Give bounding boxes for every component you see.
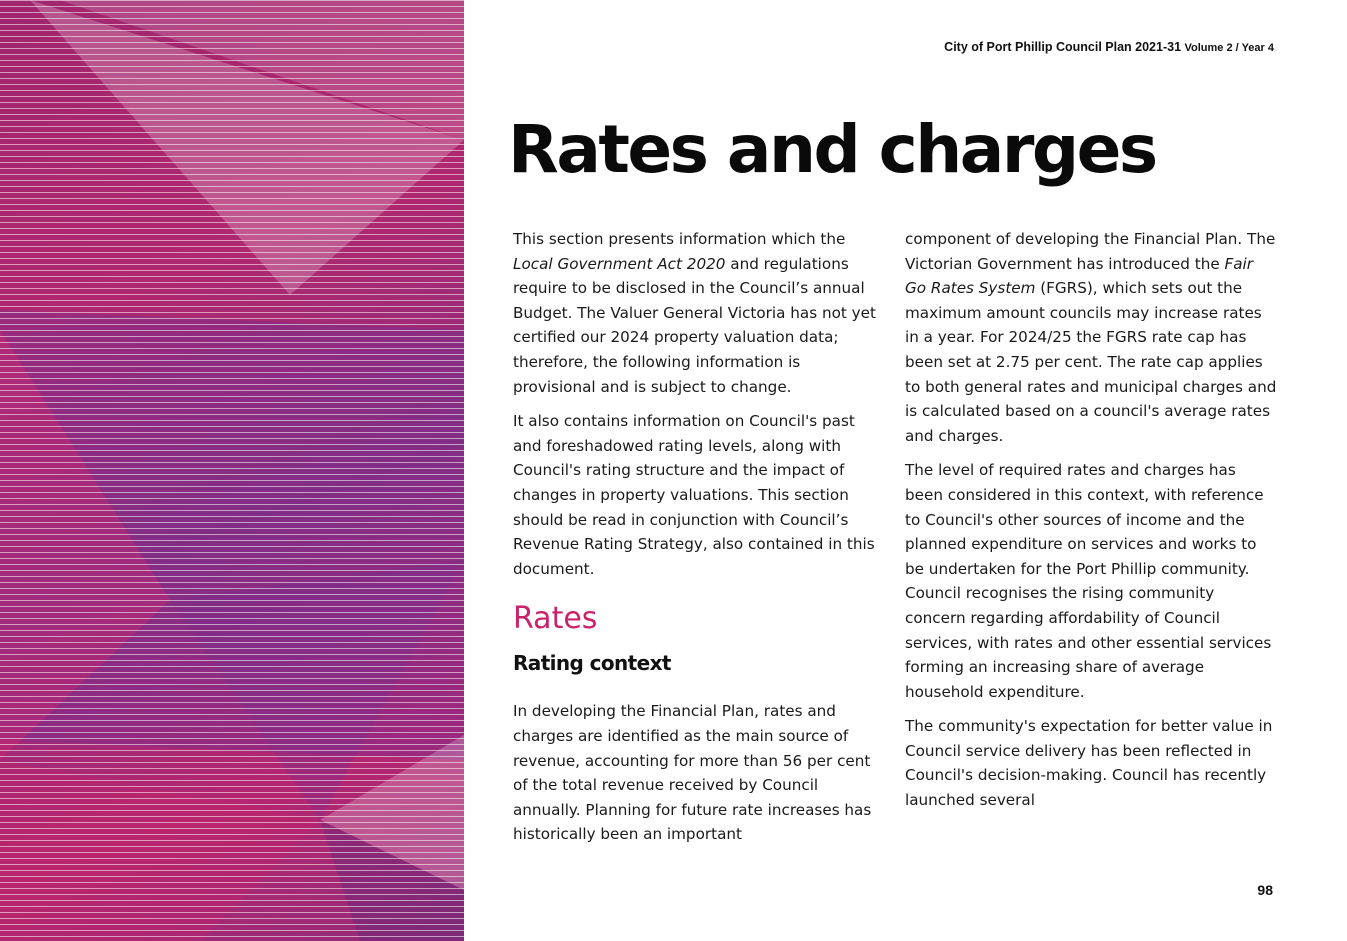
decorative-side-panel — [0, 0, 464, 941]
community-expectation-paragraph: The community's expectation for better value in Council service delivery has been reflected in Council's decision-making. Council has recently launched several — [905, 717, 1273, 810]
system-name: Fair Go Rates System — [905, 254, 1254, 298]
page-title: Rates and charges — [508, 111, 1156, 188]
page-number: 98 — [1257, 882, 1273, 898]
section-heading-rates: Rates — [513, 601, 598, 637]
document-title: City of Port Phillip Council Plan 2021-31 — [944, 40, 1182, 54]
info-paragraph: It also contains information on Council's past and foreshadowed rating levels, along with Council's rating structure and the impact of changes in property valuations. This section should be read in conjunction with Council’s Revenue Rating Strategy, also contained in this document. — [513, 412, 875, 578]
right-column — [905, 227, 1277, 823]
required-rates-paragraph: The level of required rates and charges has been considered in this context, with reference to Council's other sources of income and the planned expenditure on services and works to be undertaken for the Port Phillip community. Council recognises the rising community concern regarding affordability of Council services, with rates and other essential services forming an increasing share of average household expenditure. — [905, 461, 1272, 701]
running-header — [944, 40, 1274, 54]
left-column — [513, 227, 881, 857]
rating-context-paragraph: In developing the Financial Plan, rates and charges are identified as the main source of revenue, accounting for more than 56 per cent of the total revenue received by Council annually. Planning for future rate increases has historically been an important — [513, 702, 872, 844]
horizontal-line-pattern — [0, 0, 464, 941]
fgrs-paragraph: component of developing the Financial Plan. The Victorian Government has introduced the Fair Go Rates System (FGRS), which sets out the maximum amount councils may increase rates in a year. For 2024/25 the FGRS rate cap has been set at 2.75 per cent. The rate cap applies to both general rates and municipal charges and is calculated based on a council's average rates and charges. — [905, 230, 1277, 445]
volume-label: Volume 2 / Year 4 — [1184, 42, 1274, 54]
intro-paragraph: This section presents information which the Local Government Act 2020 and regulations require to be disclosed in the Council’s annual Budget. The Valuer General Victoria has not yet certified our 2024 property valuation data; therefore, the following information is provisional and is subject to change. — [513, 230, 876, 396]
act-name: Local Government Act 2020 — [513, 254, 726, 273]
subsection-heading-rating-context: Rating context — [513, 651, 671, 676]
